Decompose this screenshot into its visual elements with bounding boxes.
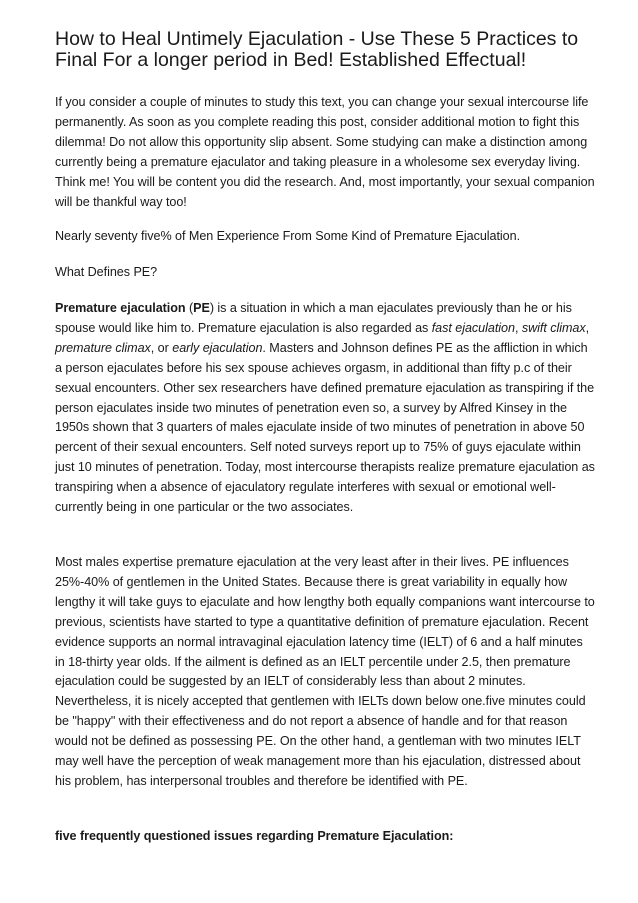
stat-line: Nearly seventy five% of Men Experience From Some Kind of Premature Ejaculation. — [55, 229, 521, 243]
intro-paragraph: If you consider a couple of minutes to study this text, you can change your sexual intercourse life permanently. As soon as you complete reading this post, consider additional motion to fight this dilemma! Do not allow this opportunity slip absent. Some studying can make a distinction among currently being a premature ejaculator and taking pleasure in a wholesome sex everyday living. Think me! You will be content you did the research. And, most importantly, your sexual companion will be thankful way too! — [55, 95, 595, 209]
question-line: What Defines PE? — [55, 265, 158, 279]
definition-alt-term: premature climax — [55, 340, 151, 355]
document-title: How to Heal Untimely Ejaculation - Use These 5 Practices to Final For a longer period in Bed! Established Effectual! — [55, 28, 579, 71]
definition-separator: , or — [150, 340, 173, 355]
definition-separator: , — [514, 320, 522, 335]
definition-paren-open: ( — [185, 301, 194, 315]
definition-separator: , — [585, 320, 590, 335]
definition-text-2: . Masters and Johnson defines PE as the affliction in which a person ejaculates before his sex spouse achieves orgasm, in additional than fifty p.c of their sexual encounters. Other sex researchers have defined premature ejaculation as transpiring if the person ejaculates inside two minutes of penetration even so, a survey by Alfred Kinsey in the 1950s shown that 3 quarters of males ejaculate inside of two minutes of penetration in above 50 percent of their sexual encounters. Self noted surveys report up to 75% of guys ejaculate within just 10 minutes of penetration. Today, most intercourse therapists realize premature ejaculation as transpiring when a absence of ejaculatory regulate interferes with sexual or emotional well-currently being in one particular or the two associates. — [55, 340, 595, 515]
definition-alt-term: fast ejaculation — [431, 320, 515, 335]
definition-paragraph — [55, 299, 595, 518]
section-heading-text: five frequently questioned issues regarding Premature Ejaculation: — [55, 829, 454, 843]
definition-text-1: ) is a situation in which a man ejaculates previously than he or his spouse would like him to. Premature ejaculation is also regarded as — [55, 301, 572, 335]
section-heading — [55, 827, 595, 847]
definition-term: Premature ejaculation — [55, 301, 186, 315]
definition-alt-term: swift climax — [521, 320, 586, 335]
prevalence-paragraph: Most males expertise premature ejaculation at the very least after in their lives. PE influences 25%-40% of gentlemen in the United States. Because there is great variability in equally how lengthy it will take guys to ejaculate and how lengthy both equally companions want intercourse to previous, scientists have started to type a quantitative definition of premature ejaculation. Recent evidence supports an normal intravaginal ejaculation latency time (IELT) of 6 and a half minutes in 18-thirty year olds. If the ailment is defined as an IELT percentile under 2.5, then premature ejaculation could be suggested by an IELT of considerably less than about 2 minutes. Nevertheless, it is nicely accepted that gentlemen with IELTs down below one.five minutes could be "happy" with their effectiveness and do not report a absence of handle and for that reason would not be defined as possessing PE. On the other hand, a gentleman with two minutes IELT may well have the perception of weak management more than his ejaculation, distressed about his problem, has interpersonal troubles and therefore be identified with PE. — [55, 555, 595, 788]
definition-alt-term: early ejaculation — [172, 340, 263, 355]
definition-abbr: PE — [193, 301, 210, 315]
